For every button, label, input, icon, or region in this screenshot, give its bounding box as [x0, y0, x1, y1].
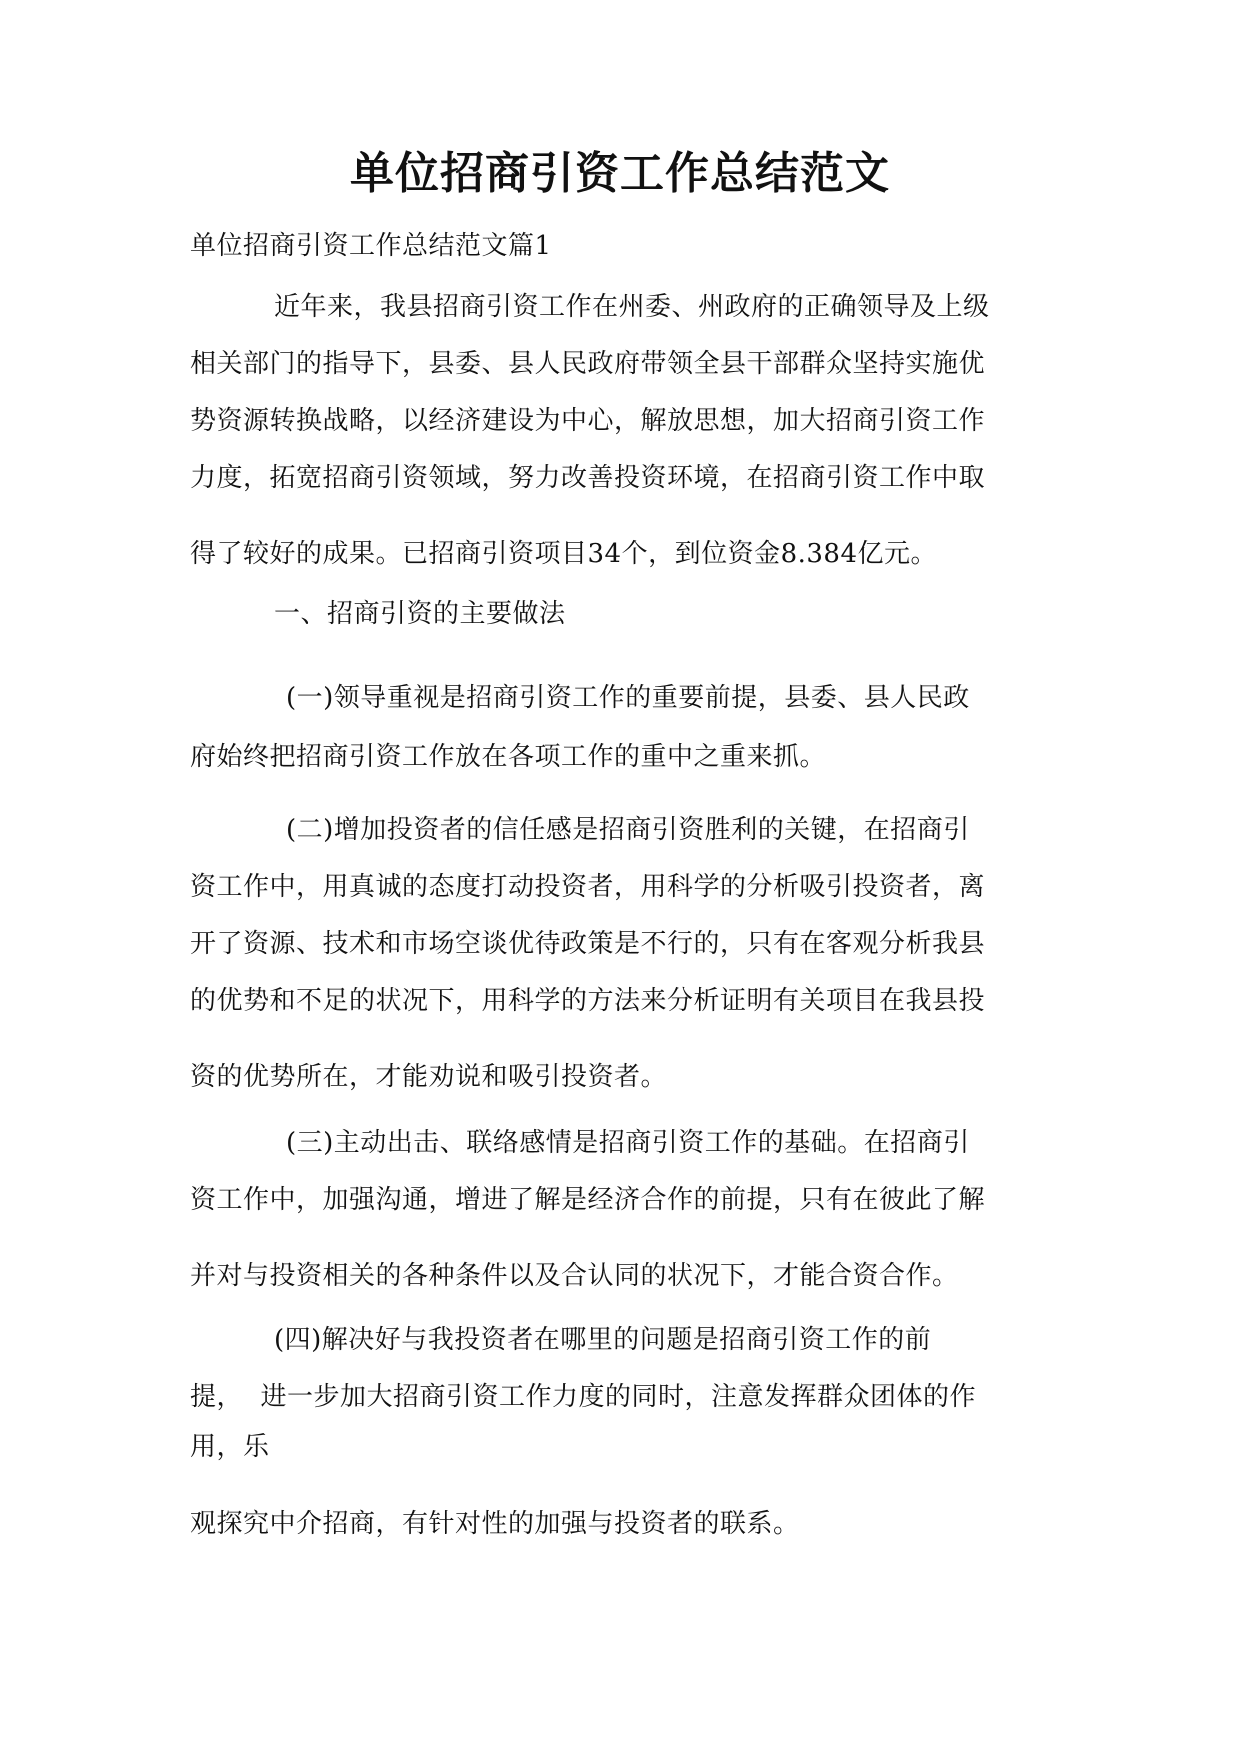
paragraph-line: 势资源转换战略，以经济建设为中心，解放思想，加大招商引资工作 [190, 406, 986, 436]
paragraph-line: 力度，拓宽招商引资领域，努力改善投资环境，在招商引资工作中取 [190, 463, 986, 493]
paragraph-line: (三)主动出击、联络感情是招商引资工作的基础。在招商引 [286, 1128, 970, 1158]
paragraph-line: 开了资源、技术和市场空谈优待政策是不行的，只有在客观分析我县 [190, 929, 986, 959]
paragraph-line: 观探究中介招商，有针对性的加强与投资者的联系。 [190, 1509, 800, 1539]
section-heading: 一、招商引资的主要做法 [274, 599, 566, 629]
document-title: 单位招商引资工作总结范文 [350, 148, 890, 199]
document-subtitle: 单位招商引资工作总结范文篇1 [190, 231, 552, 261]
paragraph-line: 资的优势所在，才能劝说和吸引投资者。 [190, 1062, 668, 1092]
paragraph-line: 府始终把招商引资工作放在各项工作的重中之重来抓。 [190, 742, 827, 772]
paragraph-line: 提， 进一步加大招商引资工作力度的同时，注意发挥群众团体的作 [190, 1382, 977, 1412]
paragraph-line: 资工作中，加强沟通，增进了解是经济合作的前提，只有在彼此了解 [190, 1185, 986, 1215]
paragraph-line: (一)领导重视是招商引资工作的重要前提，县委、县人民政 [286, 683, 970, 713]
paragraph-line: 用，乐 [190, 1432, 270, 1462]
paragraph-line: 得了较好的成果。已招商引资项目34个，到位资金8.384亿元。 [190, 539, 938, 569]
paragraph-line: (二)增加投资者的信任感是招商引资胜利的关键，在招商引 [286, 815, 970, 845]
paragraph-line: (四)解决好与我投资者在哪里的问题是招商引资工作的前 [274, 1325, 932, 1355]
paragraph-line: 近年来，我县招商引资工作在州委、州政府的正确领导及上级 [274, 292, 990, 322]
paragraph-line: 相关部门的指导下，县委、县人民政府带领全县干部群众坚持实施优 [190, 349, 986, 379]
paragraph-line: 资工作中，用真诚的态度打动投资者，用科学的分析吸引投资者，离 [190, 872, 986, 902]
paragraph-line: 的优势和不足的状况下，用科学的方法来分析证明有关项目在我县投 [190, 986, 986, 1016]
paragraph-line: 并对与投资相关的各种条件以及合认同的状况下，才能合资合作。 [190, 1261, 959, 1291]
